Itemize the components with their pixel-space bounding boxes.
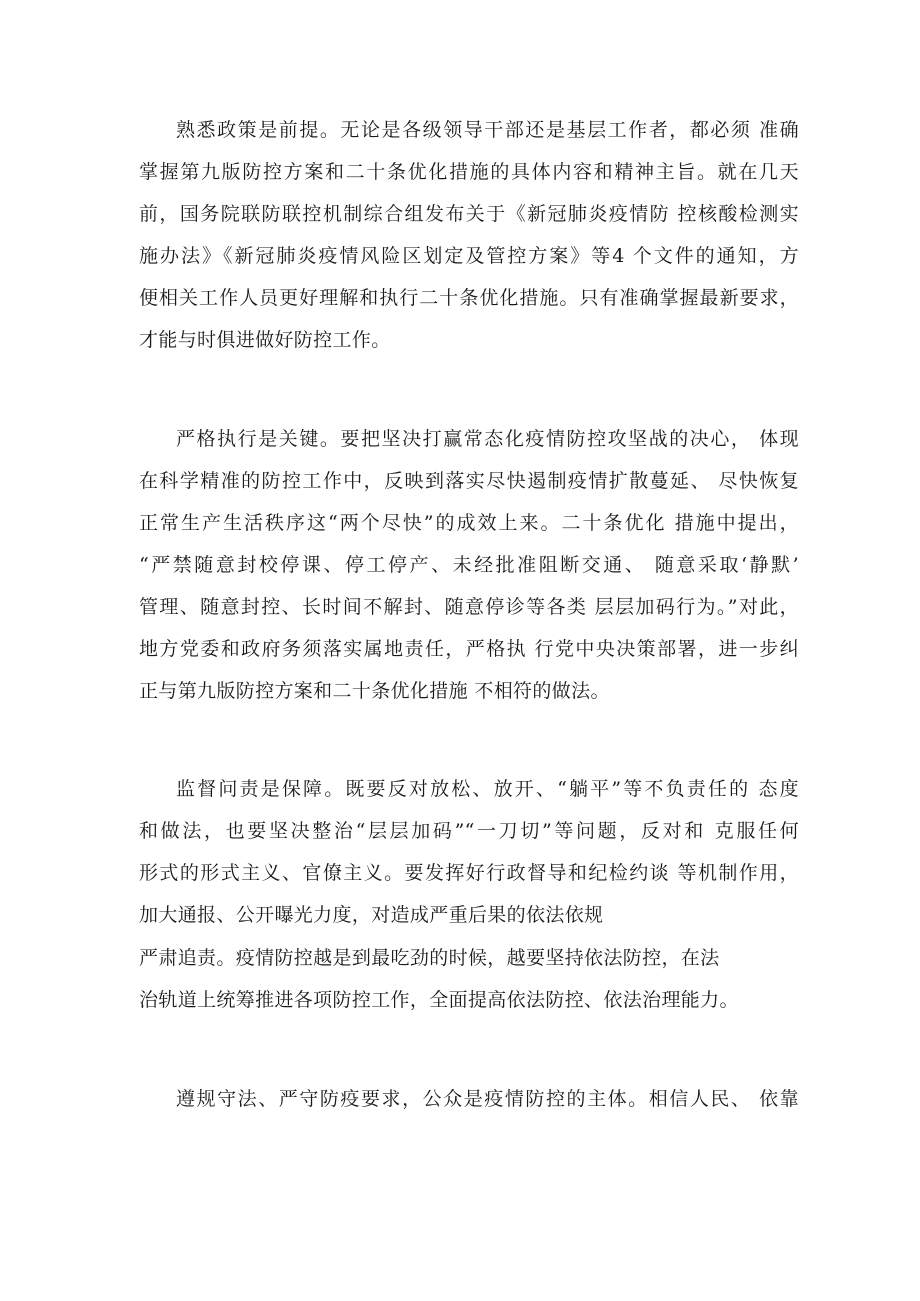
text-line: 治轨道上统筹推进各项防控工作，全面提高依法防控、依法治理能力。 [139, 989, 739, 1011]
text-line: 加大通报、公开曝光力度，对造成严重后果的依法依规 [139, 904, 604, 926]
text-line: 便相关工作人员更好理解和执行二十条优化措施。只有准确掌握最新要求， [139, 287, 799, 309]
text-line: 前，国务院联防联控机制综合组发布关于《新冠肺炎疫情防 控核酸检测实 [139, 203, 799, 225]
text-line: 遵规守法、严守防疫要求，公众是疫情防控的主体。相信人民、 依靠 [176, 1088, 799, 1110]
text-line: 掌握第九版防控方案和二十条优化措施的具体内容和精神主旨。就在几天 [139, 161, 799, 183]
text-line: 形式的形式主义、官僚主义。要发挥好行政督导和纪检约谈 等机制作用， [139, 862, 799, 884]
text-line: 正与第九版防控方案和二十条优化措施 不相符的做法。 [139, 680, 610, 702]
text-line: 严肃追责。疫情防控越是到最吃劲的时候，越要坚持依法防控，在法 [139, 947, 720, 969]
text-line: 施办法》《新冠肺炎疫情风险区划定及管控方案》等4 个文件的通知，方 [139, 245, 799, 267]
text-line: 正常生产生活秩序这“两个尽快”的成效上来。二十条优化 措施中提出， [139, 512, 799, 534]
text-line: 严格执行是关键。要把坚决打赢常态化疫情防控攻坚战的决心， 体现 [176, 428, 799, 450]
text-line: 才能与时俱进做好防控工作。 [139, 329, 391, 351]
text-line: “严禁随意封校停课、停工停产、未经批准阻断交通、 随意采取‘静默’ [139, 554, 799, 576]
text-line: 管理、随意封控、长时间不解封、随意停诊等各类 层层加码行为。”对此， [139, 596, 799, 618]
text-line: 和做法，也要坚决整治“层层加码”“一刀切”等问题，反对和 克服任何 [139, 820, 799, 842]
text-line: 在科学精准的防控工作中，反映到落实尽快遏制疫情扩散蔓延、 尽快恢复 [139, 470, 799, 492]
text-line: 地方党委和政府务须落实属地责任，严格执 行党中央决策部署，进一步纠 [139, 638, 799, 660]
text-line: 监督问责是保障。既要反对放松、放开、“躺平”等不负责任的 态度 [176, 778, 799, 800]
text-line: 熟悉政策是前提。无论是各级领导干部还是基层工作者，都必须 准确 [176, 119, 799, 141]
